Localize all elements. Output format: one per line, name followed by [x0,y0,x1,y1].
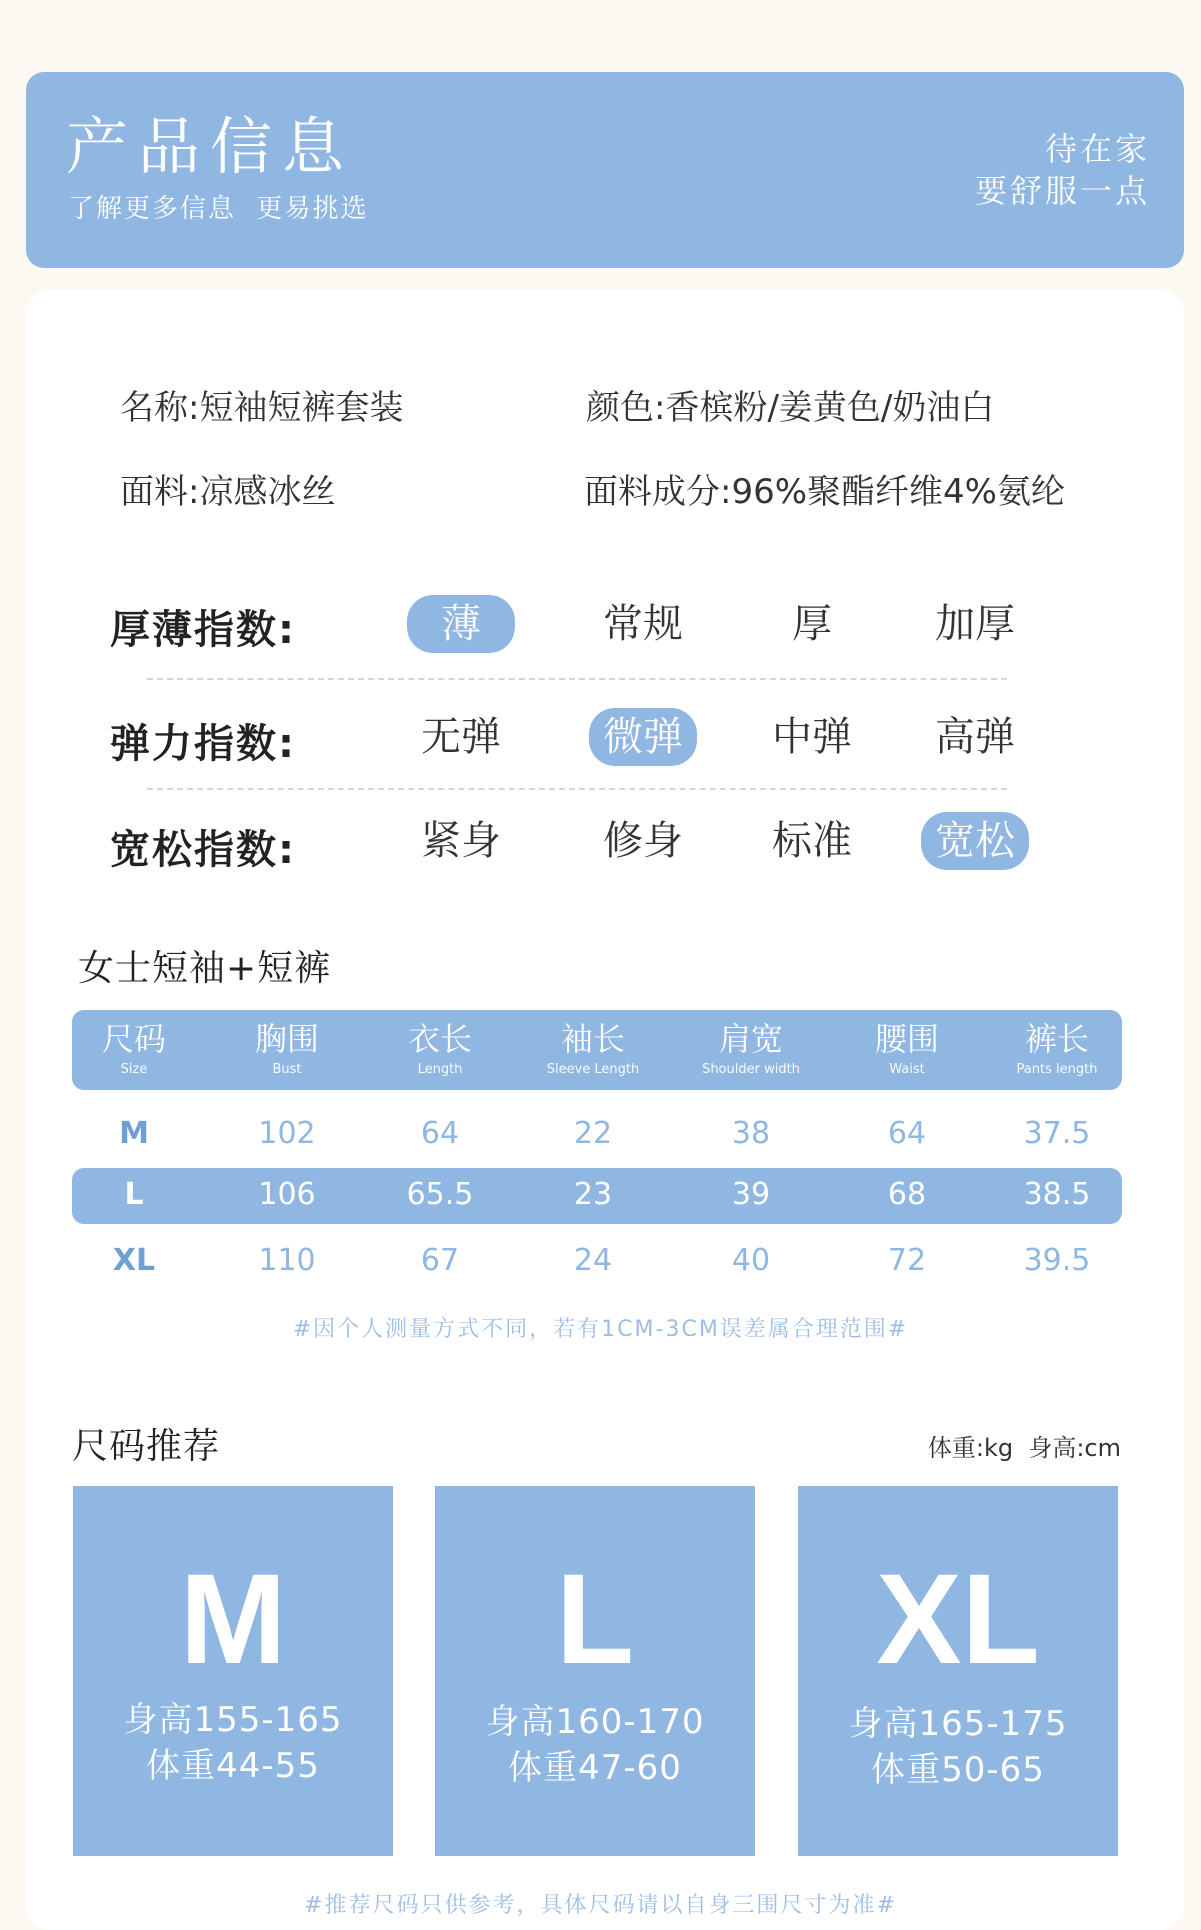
table-cell: 40 [731,1243,771,1278]
index-option: 常规 [603,601,683,647]
size-table-header [72,1010,1122,1090]
column-header [977,1010,1137,1077]
column-header-en: Pants length [1016,1062,1098,1077]
recommend-size: M [179,1548,287,1691]
column-header-en: Length [417,1062,463,1077]
table-cell: 68 [887,1177,927,1212]
index-option: 宽松 [921,812,1029,870]
index-option: 标准 [772,818,852,864]
table-cell: 24 [573,1243,613,1278]
units-label: 体重:kg 身高:cm [927,1434,1121,1462]
slogan [975,128,1150,212]
recommend-height: 身高165-175 [848,1704,1068,1744]
page-title: 产品信息 [66,110,355,183]
index-option: 高弹 [935,714,1015,760]
column-header-en: Sleeve Length [546,1062,640,1077]
index-option: 修身 [603,818,683,864]
size-table-title: 女士短袖+短裤 [78,948,332,989]
column-header-en: Size [120,1062,148,1077]
column-header-zh: 袖长 [560,1020,625,1058]
recommend-card-xl [798,1486,1118,1856]
table-cell: 67 [420,1243,460,1278]
index-option: 薄 [407,595,515,653]
column-header [207,1010,367,1077]
recommend-card-l [435,1486,755,1856]
index-option: 紧身 [421,818,501,864]
recommend-weight: 体重44-55 [146,1746,320,1786]
info-fabric: 面料:凉感冰丝 [120,472,336,512]
table-cell: XL [112,1243,156,1278]
page-subtitle: 了解更多信息 更易挑选 [68,194,369,224]
index-option: 微弹 [589,708,697,766]
column-header-zh: 胸围 [254,1020,319,1058]
column-header-zh: 腰围 [874,1020,939,1058]
table-cell: M [119,1116,149,1151]
column-header-zh: 尺码 [101,1020,166,1058]
table-cell: 37.5 [1023,1116,1091,1151]
table-cell: 23 [573,1177,613,1212]
recommend-card-m [73,1486,393,1856]
column-header [827,1010,987,1077]
recommend-weight: 体重50-65 [871,1750,1045,1790]
table-cell: 72 [887,1243,927,1278]
column-header [360,1010,520,1077]
column-header-en: Waist [889,1062,925,1077]
table-cell: 102 [258,1116,316,1151]
recommend-height: 身高155-165 [123,1700,343,1740]
column-header-zh: 裤长 [1024,1020,1089,1058]
table-cell: 65.5 [406,1177,474,1212]
column-header-zh: 肩宽 [718,1020,783,1058]
index-option: 无弹 [421,714,501,760]
index-label: 宽松指数: [110,827,296,873]
header-banner [26,72,1184,268]
recommend-title: 尺码推荐 [72,1426,221,1467]
index-option: 加厚 [935,601,1015,647]
size-table-note: #因个人测量方式不同，若有1CM-3CM误差属合理范围# [292,1317,909,1342]
recommend-note: #推荐尺码只供参考，具体尺码请以自身三围尺寸为准# [304,1893,897,1918]
index-label: 弹力指数: [110,721,296,767]
recommend-weight: 体重47-60 [508,1748,682,1788]
table-cell: L [124,1177,144,1212]
slogan-line-2: 要舒服一点 [974,172,1150,210]
column-header-en: Shoulder width [702,1062,800,1077]
index-option: 厚 [792,601,832,647]
table-cell: 22 [573,1116,613,1151]
info-name: 名称:短袖短裤套装 [120,388,404,428]
column-header [513,1010,673,1077]
divider [147,788,1007,790]
recommend-size: XL [876,1548,1040,1691]
slogan-line-1: 待在家 [1044,130,1150,168]
info-color: 颜色:香槟粉/姜黄色/奶油白 [586,388,995,428]
table-cell: 110 [258,1243,316,1278]
table-cell: 64 [887,1116,927,1151]
recommend-height: 身高160-170 [485,1702,705,1742]
column-header [54,1010,214,1077]
table-cell: 39 [731,1177,771,1212]
column-header-zh: 衣长 [407,1020,472,1058]
column-header [671,1010,831,1077]
recommend-size: L [555,1548,635,1691]
index-option: 中弹 [772,714,852,760]
table-cell: 38 [731,1116,771,1151]
divider [147,678,1007,680]
column-header-en: Bust [272,1062,302,1077]
table-cell: 39.5 [1023,1243,1091,1278]
index-label: 厚薄指数: [110,607,296,653]
table-cell: 64 [420,1116,460,1151]
table-cell: 38.5 [1023,1177,1091,1212]
table-cell: 106 [258,1177,316,1212]
info-composition: 面料成分:96%聚酯纤维4%氨纶 [584,472,1065,512]
